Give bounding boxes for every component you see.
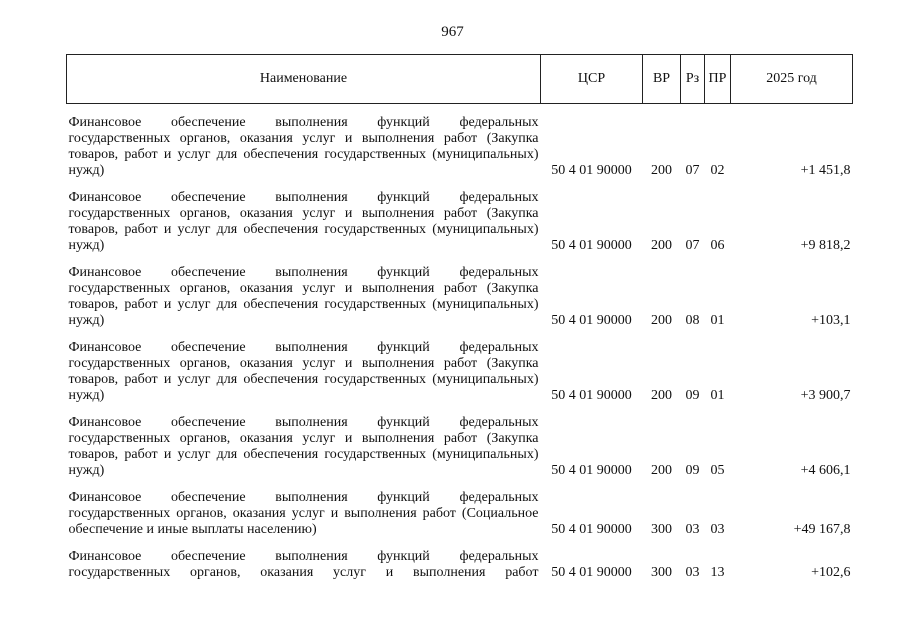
cell-rz: 09 bbox=[685, 463, 700, 478]
cell-amount: +49 167,8 bbox=[793, 522, 851, 537]
table-row bbox=[67, 340, 853, 415]
cell-name: Финансовое обеспечение выполнения функций федеральных государственных органов, оказания услуг и выполнения работ (Закупка товаров, работ и услуг для обеспечения государственных (муниципальных) нужд) bbox=[68, 415, 539, 478]
cell-rz: 07 bbox=[685, 163, 700, 178]
cell-rz: 08 bbox=[685, 313, 700, 328]
cell-name: Финансовое обеспечение выполнения функций федеральных государственных органов, оказания услуг и выполнения работ bbox=[68, 549, 539, 580]
cell-vr: 200 bbox=[651, 238, 672, 253]
cell-csr: 50 4 01 90000 bbox=[551, 163, 632, 178]
table-row bbox=[67, 265, 853, 340]
cell-csr: 50 4 01 90000 bbox=[551, 565, 632, 580]
cell-pr: 05 bbox=[710, 463, 725, 478]
cell-amount: +103,1 bbox=[811, 313, 851, 328]
header-vr: ВР bbox=[643, 55, 681, 104]
table-body bbox=[67, 104, 853, 593]
cell-csr: 50 4 01 90000 bbox=[551, 238, 632, 253]
cell-amount: +3 900,7 bbox=[800, 388, 851, 403]
page-number: 967 bbox=[441, 24, 464, 40]
cell-name: Финансовое обеспечение выполнения функций федеральных государственных органов, оказания услуг и выполнения работ (Закупка товаров, работ и услуг для обеспечения государственных (муниципальных) нужд) bbox=[68, 190, 539, 253]
cell-csr: 50 4 01 90000 bbox=[551, 313, 632, 328]
cell-csr: 50 4 01 90000 bbox=[551, 463, 632, 478]
cell-amount: +4 606,1 bbox=[800, 463, 851, 478]
cell-pr: 02 bbox=[710, 163, 725, 178]
header-rz: Рз bbox=[681, 55, 705, 104]
cell-csr: 50 4 01 90000 bbox=[551, 388, 632, 403]
cell-name: Финансовое обеспечение выполнения функций федеральных государственных органов, оказания услуг и выполнения работ (Социальное обеспечение и иные выплаты населению) bbox=[68, 490, 539, 537]
cell-pr: 01 bbox=[710, 313, 725, 328]
table-row bbox=[67, 104, 853, 191]
cell-vr: 200 bbox=[651, 163, 672, 178]
cell-vr: 300 bbox=[651, 565, 672, 580]
cell-pr: 13 bbox=[710, 565, 725, 580]
cell-csr: 50 4 01 90000 bbox=[551, 522, 632, 537]
cell-pr: 06 bbox=[710, 238, 725, 253]
cell-amount: +9 818,2 bbox=[800, 238, 851, 253]
table-row bbox=[67, 549, 853, 592]
header-year: 2025 год bbox=[731, 55, 853, 104]
cell-rz: 03 bbox=[685, 522, 700, 537]
cell-rz: 07 bbox=[685, 238, 700, 253]
budget-table bbox=[66, 54, 853, 592]
table-row bbox=[67, 490, 853, 549]
cell-pr: 01 bbox=[710, 388, 725, 403]
table-row bbox=[67, 190, 853, 265]
cell-vr: 300 bbox=[651, 522, 672, 537]
cell-vr: 200 bbox=[651, 313, 672, 328]
cell-name: Финансовое обеспечение выполнения функций федеральных государственных органов, оказания услуг и выполнения работ (Закупка товаров, работ и услуг для обеспечения государственных (муниципальных) нужд) bbox=[68, 115, 539, 178]
cell-rz: 03 bbox=[685, 565, 700, 580]
cell-amount: +1 451,8 bbox=[800, 163, 851, 178]
table-header bbox=[67, 55, 853, 104]
header-csr: ЦСР bbox=[541, 55, 643, 104]
cell-name: Финансовое обеспечение выполнения функций федеральных государственных органов, оказания услуг и выполнения работ (Закупка товаров, работ и услуг для обеспечения государственных (муниципальных) нужд) bbox=[68, 340, 539, 403]
cell-pr: 03 bbox=[710, 522, 725, 537]
cell-rz: 09 bbox=[685, 388, 700, 403]
table-row bbox=[67, 415, 853, 490]
cell-amount: +102,6 bbox=[811, 565, 851, 580]
cell-vr: 200 bbox=[651, 463, 672, 478]
cell-vr: 200 bbox=[651, 388, 672, 403]
header-pr: ПР bbox=[705, 55, 731, 104]
cell-name: Финансовое обеспечение выполнения функций федеральных государственных органов, оказания услуг и выполнения работ (Закупка товаров, работ и услуг для обеспечения государственных (муниципальных) нужд) bbox=[68, 265, 539, 328]
header-name: Наименование bbox=[67, 55, 541, 104]
